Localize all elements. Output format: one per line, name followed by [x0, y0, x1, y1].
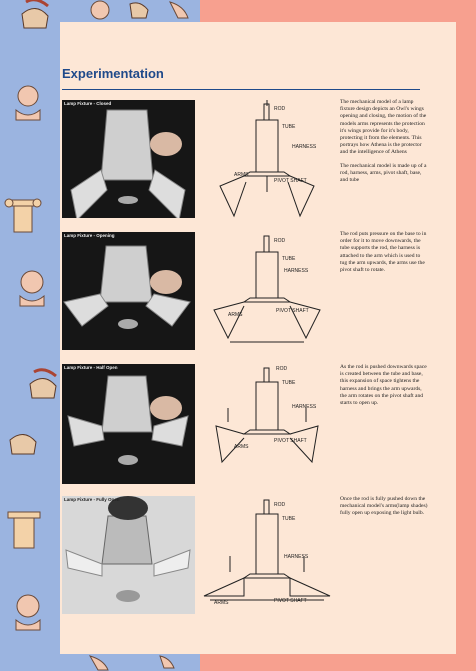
label-rod: ROD [274, 106, 286, 112]
paragraph: The mechanical model of a lamp fixture design depicts an Owl's wings opening and closing, the motion of the models arms represents the protection it's wings provide for it's body, protecting it from the elements. This portrays how Athena is the protector and the intelligence of Athens [340, 99, 427, 156]
lamp-photo-graphic [62, 232, 195, 350]
photo-fully-open [62, 496, 195, 614]
description-opening [340, 231, 428, 280]
lamp-photo-graphic [62, 496, 195, 614]
helmet-icon [130, 3, 148, 18]
harness-shape [244, 172, 290, 176]
description-fully-open [340, 496, 428, 524]
label-harness: HARNESS [284, 554, 309, 560]
label-pivot-shaft: PIVOT SHAFT [274, 178, 307, 184]
paragraph: Once the rod is fully pushed down the mechanical model's arms(lamp shades) fully open up exposing the light bulb. [340, 496, 428, 517]
label-rod: ROD [276, 366, 288, 372]
label-tube: TUBE [282, 124, 296, 130]
label-arms: ARMS [234, 444, 249, 450]
title-rule [62, 89, 420, 90]
page-title: Experimentation [62, 66, 164, 81]
helmet-icon [30, 370, 56, 398]
photo-caption: Lamp Fixture - Opening [64, 233, 115, 238]
photo-closed [62, 100, 195, 218]
paragraph: The rod puts pressure on the base to in order for it to move downwards, the tube supports the rod, the harness is attached to the arm which is used to tug the arm upwards, the arms use the pivot shaft to rotate. [340, 231, 427, 274]
statue-bust-icon [16, 86, 40, 120]
label-harness: HARNESS [284, 268, 309, 274]
lamp-photo-graphic [62, 100, 195, 218]
label-tube: TUBE [282, 256, 296, 262]
tube-shape [256, 120, 278, 172]
statue-bust-icon [91, 1, 109, 19]
label-pivot-shaft: PIVOT SHAFT [274, 438, 307, 444]
column-capital-icon [8, 512, 40, 548]
diagram-fully-open [200, 496, 335, 624]
label-arms: ARMS [214, 600, 229, 606]
lamp-photo-graphic [62, 364, 195, 484]
decor-top-strip [60, 0, 200, 22]
paragraph: The mechanical model is made up of a rod, harness, arms, pivot shaft, base, and tube [340, 162, 427, 184]
decor-bottom-strip [60, 654, 200, 671]
statue-bust-icon [16, 595, 40, 630]
label-pivot-shaft: PIVOT SHAFT [274, 598, 307, 604]
rod-shape [264, 104, 269, 120]
diagram-closed [200, 100, 335, 228]
photo-caption: Lamp Fixture - Closed [64, 101, 112, 106]
photo-caption: Lamp Fixture - Fully Open [64, 497, 120, 502]
label-arms: ARMS [234, 172, 249, 178]
helmet-icon [10, 434, 36, 454]
sandal-icon [90, 656, 108, 670]
label-harness: HARNESS [292, 404, 317, 410]
label-rod: ROD [274, 502, 286, 508]
arm-left-shape [220, 176, 246, 216]
decor-left-strip [0, 0, 60, 671]
column-capital-icon [5, 199, 41, 232]
sandal-icon [170, 2, 188, 18]
sandal-icon [160, 656, 174, 668]
photo-half-open [62, 364, 195, 484]
photo-caption: Lamp Fixture - Half Open [64, 365, 118, 370]
label-harness: HARNESS [292, 144, 317, 150]
label-pivot-shaft: PIVOT SHAFT [276, 308, 309, 314]
statue-bust-icon [20, 271, 44, 306]
description-half-open [340, 364, 428, 413]
helmet-icon [22, 0, 48, 28]
label-rod: ROD [274, 238, 286, 244]
label-tube: TUBE [282, 516, 296, 522]
paragraph: As the rod is pushed downwards space is created between the tube and base, this expansion of space tightens the harness and brings the arm upwards, the arm rotates on the pivot shaft and starts to open up. [340, 364, 427, 407]
diagram-half-open [200, 364, 335, 492]
label-arms: ARMS [228, 312, 243, 318]
label-tube: TUBE [282, 380, 296, 386]
photo-opening [62, 232, 195, 350]
description-closed [340, 99, 428, 190]
diagram-opening [200, 232, 335, 360]
